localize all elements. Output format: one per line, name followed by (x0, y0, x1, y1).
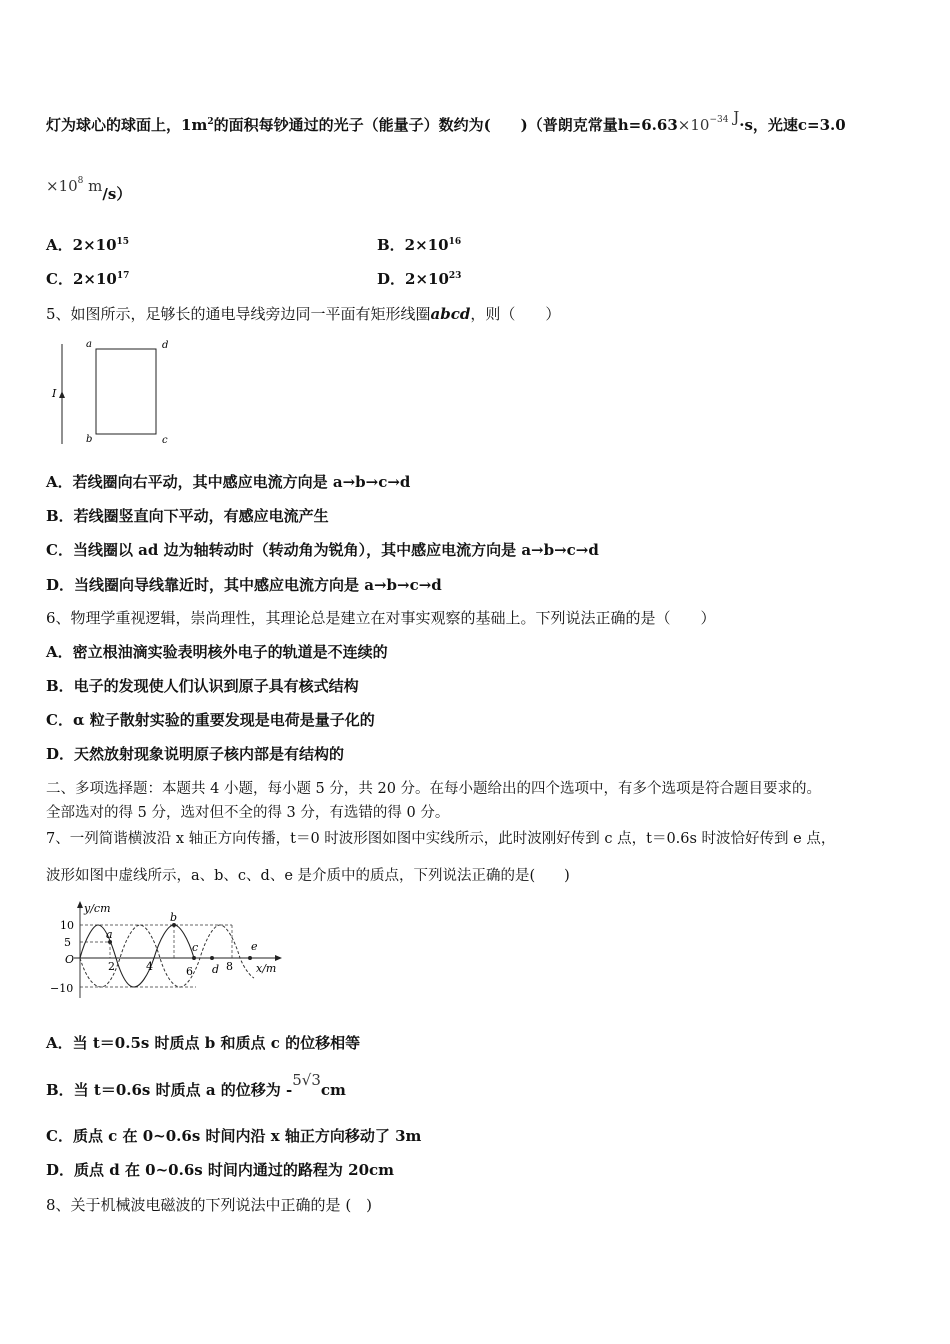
q4-option-a-label: A．2×10 (46, 236, 117, 254)
q4-option-a (46, 235, 129, 255)
q4-option-b (377, 235, 461, 255)
y-axis-arrow-icon (77, 901, 83, 908)
coil-corner-b: b (86, 434, 93, 445)
origin-label: O (65, 953, 75, 966)
q7-option-d: D．质点 d 在 0~0.6s 时间内通过的路程为 20cm (46, 1161, 395, 1179)
coil-corner-d: d (162, 340, 169, 351)
point-e (248, 956, 252, 960)
q4-stem-part3: ·s，光速c=3.0 (739, 116, 846, 134)
q4-option-b-label: B．2×10 (377, 236, 449, 254)
x-tick-6: 6 (186, 965, 193, 978)
x-tick-2: 2 (108, 960, 115, 973)
coil-corner-a: a (86, 339, 92, 350)
point-b-label: b (170, 911, 178, 924)
q7-option-b (46, 1071, 346, 1100)
q5-stem-coil: abcd (430, 305, 471, 323)
q4-stem (46, 108, 846, 138)
light-speed-exponent (46, 177, 102, 195)
x-axis-label: x/m (256, 962, 277, 975)
planck-exp-power: −34 (709, 115, 729, 125)
section2-line1: 二、多项选择题：本题共 4 小题，每小题 5 分，共 20 分。在每小题给出的四个选项中，有多个选项是符合题目要求的。 (46, 781, 822, 797)
q7-option-b-unit: cm (320, 1081, 346, 1099)
q5-option-a: A．若线圈向右平动，其中感应电流方向是 a→b→c→d (46, 473, 411, 491)
rectangular-coil (96, 349, 156, 434)
point-d-label: d (212, 963, 220, 976)
q4-option-d (377, 269, 461, 289)
q5-coil-figure (46, 336, 186, 448)
point-c (192, 956, 196, 960)
q4-option-c-label: C．2×10 (46, 270, 117, 288)
q4-stem-part1: 灯为球心的球面上，1m (46, 116, 208, 134)
q4-stem-line2 (46, 176, 132, 207)
q5-stem-tail: ，则（ ） (470, 305, 561, 323)
point-c-label: c (192, 941, 199, 954)
q4-stem-tail: /s） (102, 185, 132, 203)
q5-stem-text: 5、如图所示，足够长的通电导线旁边同一平面有矩形线圈 (46, 305, 431, 323)
q7-stem-line2: 波形如图中虚线所示，a、b、c、d、e 是介质中的质点，下列说法正确的是( ) (46, 868, 570, 884)
x-axis-arrow-icon (275, 955, 282, 961)
q6-option-c: C．α 粒子散射实验的重要发现是电荷是量子化的 (46, 711, 375, 729)
q7-option-c: C．质点 c 在 0~0.6s 时间内沿 x 轴正方向移动了 3m (46, 1127, 422, 1145)
current-arrow-icon (59, 391, 65, 398)
q4-option-d-power: 23 (448, 271, 462, 281)
planck-exponent (677, 108, 740, 134)
q4-option-c-power: 17 (116, 271, 130, 281)
c-unit: m (88, 177, 103, 195)
q6-option-d: D．天然放射现象说明原子核内部是有结构的 (46, 745, 345, 763)
q4-option-d-label: D．2×10 (377, 270, 449, 288)
point-d (210, 956, 214, 960)
q5-option-b: B．若线圈竖直向下平动，有感应电流产生 (46, 507, 329, 525)
q7-option-b-pre: B．当 t＝0.6s 时质点 a 的位移为 - (46, 1081, 293, 1099)
q5-stem (46, 304, 560, 324)
planck-unit: J (733, 108, 740, 126)
q6-option-b: B．电子的发现使人们认识到原子具有核式结构 (46, 677, 359, 695)
q6-option-a: A．密立根油滴实验表明核外电子的轨道是不连续的 (46, 643, 388, 661)
q6-stem: 6、物理学重视逻辑，崇尚理性，其理论总是建立在对事实观察的基础上。下列说法正确的是（ ） (46, 609, 716, 627)
wave-solid-t0 (80, 925, 194, 987)
planck-exp-base: ×10 (677, 116, 710, 134)
c-exp-base: ×10 (46, 177, 78, 195)
y-tick-5: 5 (64, 936, 71, 949)
coil-corner-c: c (162, 435, 168, 446)
x-tick-8: 8 (226, 960, 233, 973)
q4-option-a-power: 15 (116, 237, 130, 247)
c-exp-power: 8 (77, 176, 84, 186)
q4-option-b-power: 16 (448, 237, 462, 247)
current-label: I (52, 387, 57, 400)
q7-wave-figure (46, 898, 286, 1004)
q5-option-d: D．当线圈向导线靠近时，其中感应电流方向是 a→b→c→d (46, 576, 442, 594)
q5-option-c: C．当线圈以 ad 边为轴转动时（转动角为锐角），其中感应电流方向是 a→b→c→d (46, 541, 599, 559)
q7-option-a: A．当 t＝0.5s 时质点 b 和质点 c 的位移相等 (46, 1034, 361, 1052)
y-tick-minus10: −10 (50, 982, 74, 995)
q4-stem-sup: 2 (207, 117, 214, 127)
section2-line2: 全部选对的得 5 分，选对但不全的得 3 分，有选错的得 0 分。 (46, 805, 450, 821)
x-tick-4: 4 (146, 960, 153, 973)
y-tick-10: 10 (60, 919, 74, 932)
q8-stem: 8、关于机械波电磁波的下列说法中正确的是 ( ) (46, 1196, 373, 1214)
q4-stem-part2: 的面积每钞通过的光子（能量子）数约为( )（普朗克常量h=6.63 (213, 116, 678, 134)
q7-option-b-value: 5√3 (292, 1071, 321, 1089)
point-e-label: e (251, 940, 258, 953)
q7-stem-line1: 7、一列简谐横波沿 x 轴正方向传播，t＝0 时波形图如图中实线所示，此时波刚好传到 c 点，t＝0.6s 时波恰好传到 e 点， (46, 831, 836, 847)
point-a-label: a (106, 928, 113, 941)
q4-option-c (46, 269, 129, 289)
y-axis-label: y/cm (84, 902, 111, 915)
